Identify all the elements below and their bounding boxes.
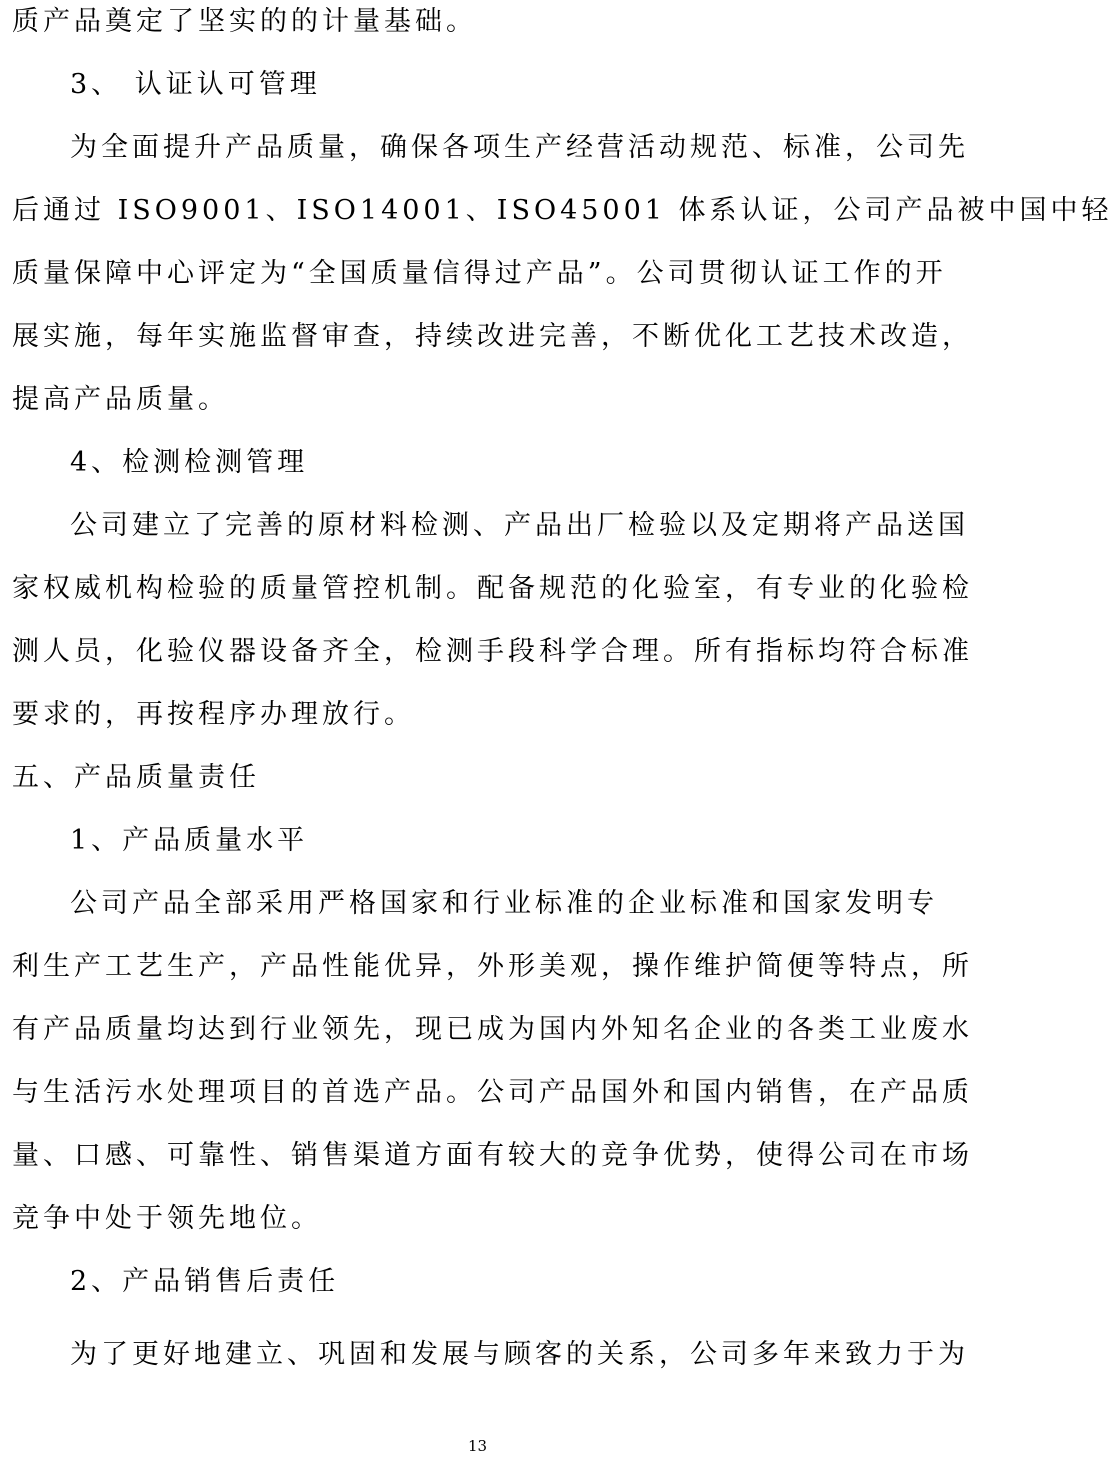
paragraph-line: 提高产品质量。 (12, 384, 229, 415)
section-heading-quality-level: 1、产品质量水平 (70, 825, 309, 856)
paragraph-line: 公司建立了完善的原材料检测、产品出厂检验以及定期将产品送国 (70, 510, 969, 541)
paragraph-line: 展实施，每年实施监督审查，持续改进完善，不断优化工艺技术改造， (12, 321, 973, 352)
paragraph-line: 测人员，化验仪器设备齐全，检测手段科学合理。所有指标均符合标准 (12, 636, 973, 667)
paragraph-line: 家权威机构检验的质量管控机制。配备规范的化验室，有专业的化验检 (12, 573, 973, 604)
paragraph-line: 有产品质量均达到行业领先，现已成为国内外知名企业的各类工业废水 (12, 1014, 973, 1045)
paragraph-line: 后通过 ISO9001、ISO14001、ISO45001 体系认证，公司产品被中国中轻 (12, 195, 1113, 226)
paragraph-line: 为了更好地建立、巩固和发展与顾客的关系，公司多年来致力于为 (70, 1339, 969, 1370)
page-number: 13 (467, 1437, 488, 1455)
section-heading-certification: 3、 认证认可管理 (70, 69, 321, 100)
paragraph-line: 利生产工艺生产，产品性能优异，外形美观，操作维护简便等特点，所 (12, 951, 973, 982)
paragraph-continuation-line: 质产品奠定了坚实的的计量基础。 (12, 6, 477, 37)
section-heading-testing: 4、检测检测管理 (70, 447, 309, 478)
paragraph-line: 量、口感、可靠性、销售渠道方面有较大的竞争优势，使得公司在市场 (12, 1140, 973, 1171)
paragraph-line: 与生活污水处理项目的首选产品。公司产品国外和国内销售，在产品质 (12, 1077, 973, 1108)
paragraph-line: 为全面提升产品质量，确保各项生产经营活动规范、标准，公司先 (70, 132, 969, 163)
paragraph-line: 要求的，再按程序办理放行。 (12, 699, 415, 730)
paragraph-line: 公司产品全部采用严格国家和行业标准的企业标准和国家发明专 (70, 888, 938, 919)
section-heading-after-sales: 2、产品销售后责任 (70, 1266, 340, 1297)
chapter-heading-quality-responsibility: 五、产品质量责任 (12, 762, 260, 793)
paragraph-line: 竞争中处于领先地位。 (12, 1203, 322, 1234)
paragraph-line: 质量保障中心评定为“全国质量信得过产品”。公司贯彻认证工作的开 (12, 258, 947, 289)
